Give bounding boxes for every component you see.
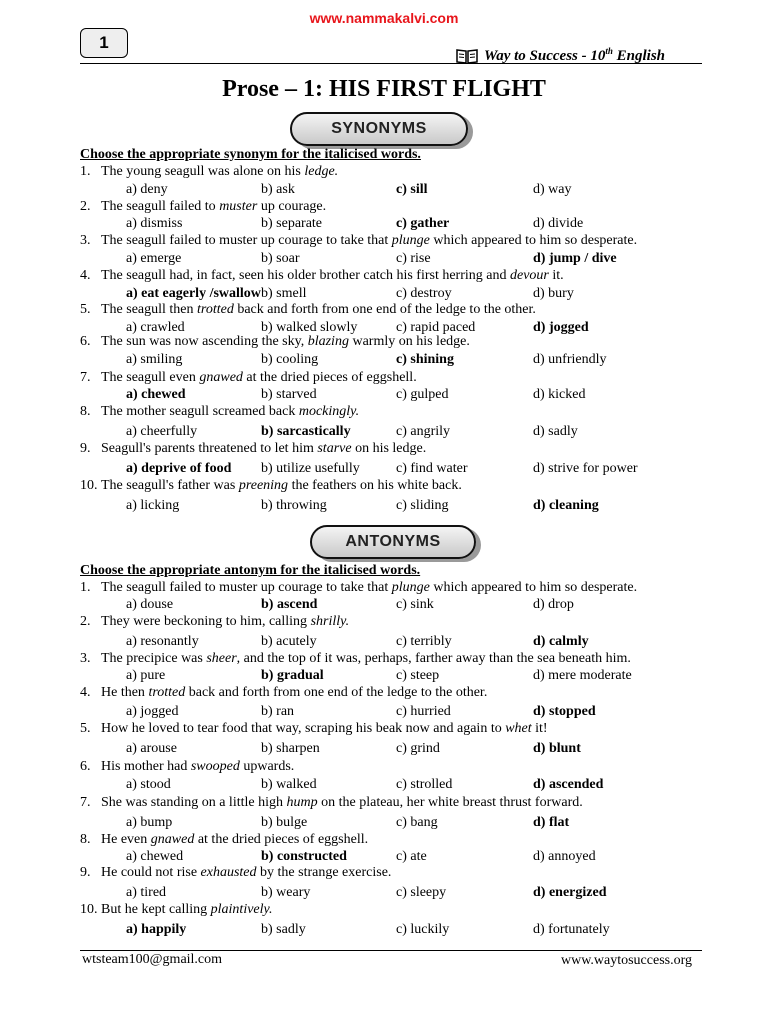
option: a) licking (126, 498, 180, 513)
question-6 (80, 759, 294, 775)
option: b) utilize usefully (261, 461, 360, 476)
footer-website: www.waytosuccess.org (560, 953, 692, 968)
option: b) weary (261, 885, 311, 900)
option: a) chewed (126, 849, 184, 864)
option: c) ate (396, 849, 427, 864)
question-2 (80, 199, 326, 215)
option: d) annoyed (533, 849, 596, 864)
question-text: The precipice was (101, 651, 207, 666)
italic-word: plunge (391, 233, 430, 248)
italic-word: exhausted (200, 865, 257, 880)
option: c) rapid paced (396, 320, 476, 335)
option: b) walked slowly (261, 320, 358, 335)
italic-word: blazing (307, 334, 349, 349)
option: c) steep (396, 668, 440, 683)
option: a) tired (126, 885, 167, 900)
question-text: The seagull then (101, 302, 198, 317)
question-number: 10. (80, 902, 98, 917)
option: b) ask (261, 182, 295, 197)
question-text: The young seagull was alone on his (101, 164, 305, 179)
option-answer: d) stopped (533, 704, 596, 719)
question-10 (80, 478, 462, 494)
question-text-end: which appeared to him so desperate. (429, 233, 638, 248)
option: a) pure (126, 668, 166, 683)
question-text: The seagull had, in fact, seen his older brother catch his first herring and (101, 268, 510, 283)
option-answer: d) cleaning (533, 498, 599, 513)
question-text: The mother seagull screamed back (101, 404, 299, 419)
italic-word: gnawed (150, 832, 195, 847)
option-answer: b) constructed (261, 849, 347, 864)
question-number: 4. (80, 685, 91, 700)
option: b) ran (261, 704, 295, 719)
option: b) cooling (261, 352, 319, 367)
option: d) strive for power (533, 461, 638, 476)
option: c) gulped (396, 387, 449, 402)
option: d) mere moderate (533, 668, 632, 683)
question-number: 5. (80, 721, 91, 736)
option: a) deny (126, 182, 168, 197)
option: a) bump (126, 815, 173, 830)
question-number: 5. (80, 302, 91, 317)
option: a) cheerfully (126, 424, 198, 439)
question-text-end: by the strange exercise. (256, 865, 392, 880)
option-answer: a) chewed (126, 387, 186, 402)
option: a) resonantly (126, 634, 199, 649)
option: c) grind (396, 741, 440, 756)
question-number: 8. (80, 832, 91, 847)
option: c) bang (396, 815, 438, 830)
question-4 (80, 685, 487, 701)
question-text-end: warmly on his ledge. (348, 334, 470, 349)
option: d) way (533, 182, 572, 197)
question-text-end: , and the top of it was, perhaps, farther away than the sea beneath him. (236, 651, 631, 666)
option-answer: a) eat eagerly /swallow (126, 286, 261, 301)
italic-word: hump (286, 795, 318, 810)
question-number: 1. (80, 164, 91, 179)
option-answer: b) gradual (261, 668, 324, 683)
option-answer: d) ascended (533, 777, 604, 792)
option: d) fortunately (533, 922, 610, 937)
option-answer: c) shining (396, 352, 454, 367)
option: b) soar (261, 251, 300, 266)
option: c) hurried (396, 704, 451, 719)
question-text: The seagull's father was (101, 478, 239, 493)
footer-rule (80, 950, 702, 951)
question-number: 9. (80, 865, 91, 880)
question-7 (80, 370, 417, 386)
option: c) angrily (396, 424, 451, 439)
option: c) luckily (396, 922, 450, 937)
question-number: 3. (80, 233, 91, 248)
question-text: The sun was now ascending the sky, (101, 334, 308, 349)
option: a) stood (126, 777, 171, 792)
question-9 (80, 865, 391, 881)
header-rule (80, 63, 702, 64)
italic-word: sheer (206, 651, 237, 666)
option-answer: d) jump / dive (533, 251, 617, 266)
question-text: The seagull even (101, 370, 200, 385)
question-number: 6. (80, 759, 91, 774)
option-answer: c) sill (396, 182, 428, 197)
option-answer: d) flat (533, 815, 570, 830)
question-number: 2. (80, 614, 91, 629)
antonyms-instruction: Choose the appropriate antonym for the italicised words. (80, 563, 421, 578)
italic-word: muster (219, 199, 258, 214)
question-5 (80, 721, 548, 737)
question-text-end: back and forth from one end of the ledge to the other. (185, 685, 488, 700)
question-number: 3. (80, 651, 91, 666)
italic-word: gnawed (199, 370, 243, 385)
option: b) acutely (261, 634, 317, 649)
question-2 (80, 614, 349, 630)
question-1 (80, 164, 338, 180)
italic-word: swooped (190, 759, 240, 774)
italic-word: whet (505, 721, 532, 736)
question-number: 4. (80, 268, 91, 283)
option: a) emerge (126, 251, 182, 266)
question-3 (80, 651, 631, 667)
synonyms-heading: SYNONYMS (290, 112, 468, 146)
question-3 (80, 233, 637, 249)
question-text: How he loved to tear food that way, scraping his beak now and again to (101, 721, 506, 736)
italic-word: preening (238, 478, 289, 493)
question-number: 7. (80, 795, 91, 810)
option-answer: a) happily (126, 922, 187, 937)
question-text-end: upwards. (239, 759, 295, 774)
page-number-box: 1 (80, 28, 128, 58)
footer-email: wtsteam100@gmail.com (82, 952, 223, 967)
option: a) smiling (126, 352, 183, 367)
question-4 (80, 268, 564, 284)
brand-sup: th (605, 46, 613, 56)
question-number: 9. (80, 441, 91, 456)
italic-word: starve (317, 441, 352, 456)
option: c) find water (396, 461, 468, 476)
italic-word: plaintively. (210, 902, 273, 917)
option-answer: a) deprive of food (126, 461, 232, 476)
option-answer: d) calmly (533, 634, 589, 649)
option: b) sharpen (261, 741, 320, 756)
antonyms-heading: ANTONYMS (310, 525, 476, 559)
option: b) throwing (261, 498, 327, 513)
option: b) smell (261, 286, 307, 301)
question-text-end: at the dried pieces of eggshell. (194, 832, 369, 847)
question-text: But he kept calling (101, 902, 211, 917)
option: a) douse (126, 597, 174, 612)
option: b) walked (261, 777, 317, 792)
question-9 (80, 441, 426, 457)
option-answer: b) sarcastically (261, 424, 351, 439)
question-text: He could not rise (101, 865, 201, 880)
italic-word: trotted (197, 302, 234, 317)
question-text: His mother had (101, 759, 191, 774)
brand-text: Way to Success - 10 (484, 48, 606, 64)
question-text-end: it. (548, 268, 564, 283)
option: b) starved (261, 387, 317, 402)
option: d) unfriendly (533, 352, 607, 367)
site-url: www.nammakalvi.com (309, 10, 459, 26)
question-text: The seagull failed to muster up courage to take that (101, 580, 392, 595)
brand-subject: English (612, 48, 666, 64)
option: c) destroy (396, 286, 452, 301)
open-book-icon (456, 48, 478, 64)
question-text-end: which appeared to him so desperate. (429, 580, 638, 595)
option: d) bury (533, 286, 574, 301)
option: c) terribly (396, 634, 452, 649)
option-answer: c) gather (396, 216, 450, 231)
question-number: 7. (80, 370, 91, 385)
option: c) sliding (396, 498, 449, 513)
question-text-end: it! (531, 721, 548, 736)
question-text: He then (101, 685, 149, 700)
question-text: The seagull failed to muster up courage to take that (101, 233, 392, 248)
option-answer: b) ascend (261, 597, 318, 612)
option: d) drop (533, 597, 574, 612)
option: c) sleepy (396, 885, 447, 900)
option-answer: d) blunt (533, 741, 581, 756)
option: c) sink (396, 597, 434, 612)
option: a) crawled (126, 320, 185, 335)
italic-word: ledge. (304, 164, 339, 179)
question-text-end: up courage. (257, 199, 327, 214)
question-text-end: the feathers on his white back. (288, 478, 462, 493)
option: c) strolled (396, 777, 453, 792)
question-number: 8. (80, 404, 91, 419)
question-text: He even (101, 832, 151, 847)
question-text: The seagull failed to (101, 199, 220, 214)
page-title: Prose – 1: HIS FIRST FLIGHT (222, 76, 546, 102)
option: a) arouse (126, 741, 177, 756)
option: a) jogged (126, 704, 179, 719)
question-text: She was standing on a little high (101, 795, 287, 810)
option: c) rise (396, 251, 431, 266)
option: d) kicked (533, 387, 586, 402)
question-6 (80, 334, 470, 350)
option: b) sadly (261, 922, 306, 937)
question-number: 1. (80, 580, 91, 595)
question-1 (80, 580, 637, 596)
question-8 (80, 832, 368, 848)
question-text-end: on the plateau, her white breast thrust forward. (317, 795, 583, 810)
question-8 (80, 404, 359, 420)
italic-word: devour (509, 268, 549, 283)
option: d) sadly (533, 424, 578, 439)
option: b) bulge (261, 815, 308, 830)
option-answer: d) jogged (533, 320, 589, 335)
question-text-end: back and forth from one end of the ledge to the other. (233, 302, 536, 317)
italic-word: trotted (148, 685, 186, 700)
option: a) dismiss (126, 216, 183, 231)
italic-word: plunge (391, 580, 430, 595)
question-number: 10. (80, 478, 98, 493)
question-text-end: at the dried pieces of eggshell. (242, 370, 417, 385)
question-10 (80, 902, 272, 918)
question-number: 6. (80, 334, 91, 349)
option-answer: d) energized (533, 885, 607, 900)
option: b) separate (261, 216, 323, 231)
synonyms-instruction: Choose the appropriate synonym for the italicised words. (80, 147, 421, 162)
italic-word: shrilly. (310, 614, 350, 629)
question-7 (80, 795, 583, 811)
option: d) divide (533, 216, 584, 231)
question-text: They were beckoning to him, calling (101, 614, 311, 629)
italic-word: mockingly. (298, 404, 360, 419)
question-text: Seagull's parents threatened to let him (101, 441, 318, 456)
question-text-end: on his ledge. (351, 441, 427, 456)
question-5 (80, 302, 536, 318)
question-number: 2. (80, 199, 91, 214)
